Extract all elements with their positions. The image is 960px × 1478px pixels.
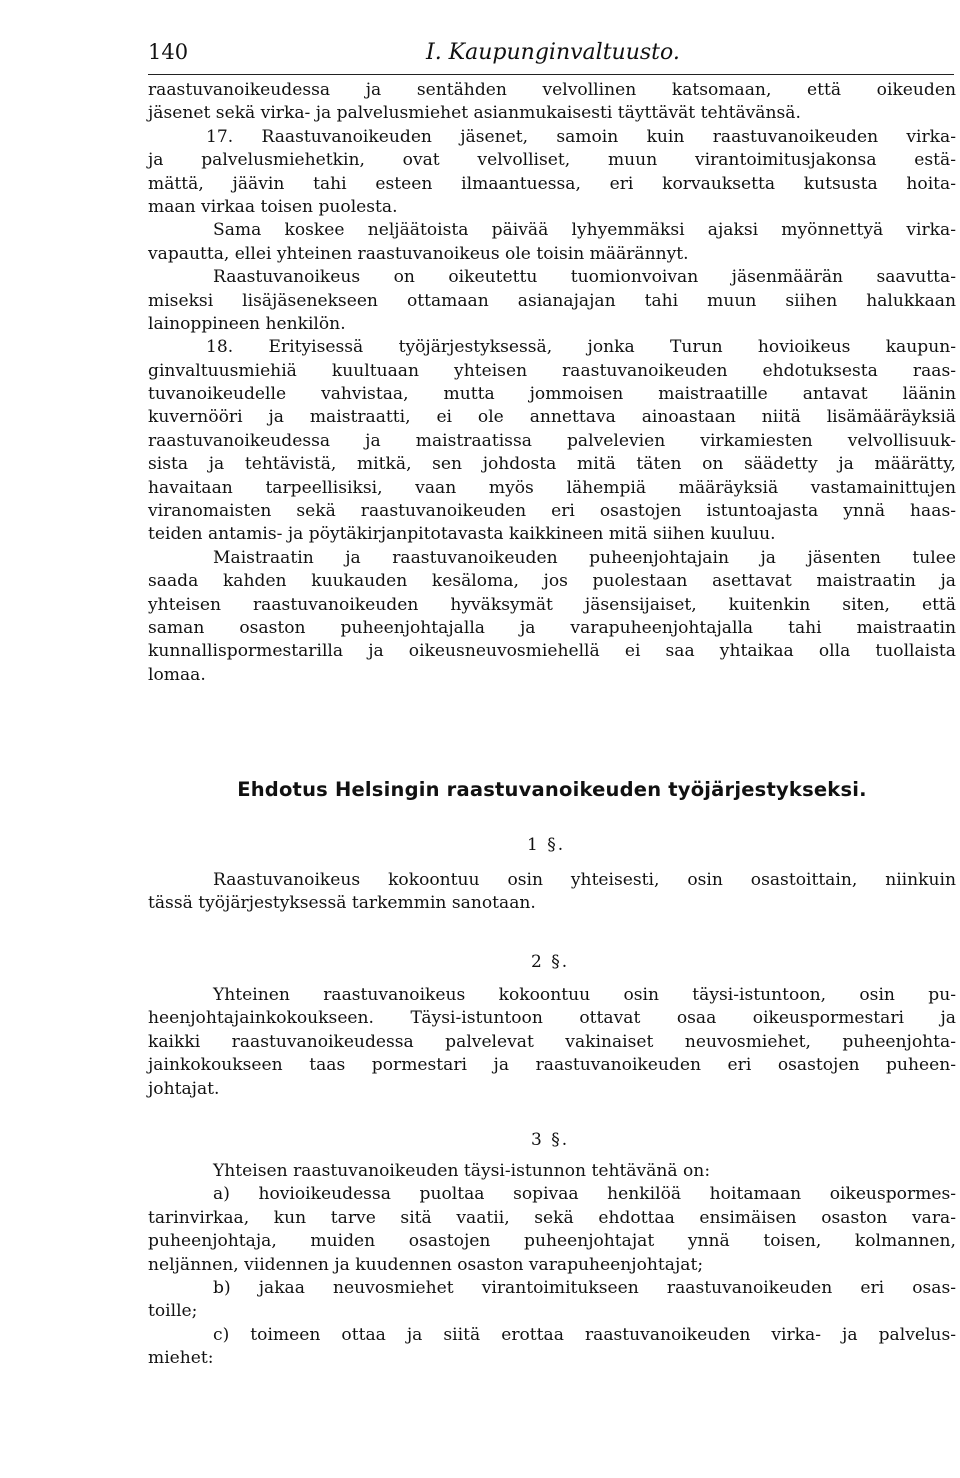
text-line: raastuvanoikeudessa ja sentähden velvollinen katsomaan, että oikeuden: [148, 80, 956, 100]
running-title: I. Kaupunginvaltuusto.: [426, 40, 680, 65]
text-line: puheenjohtaja, muiden osastojen puheenjohtajat ynnä toisen, kolmannen,: [148, 1231, 956, 1252]
text-line: jäsenet sekä virka- ja palvelusmiehet asianmukaisesti täyttävät tehtävänsä.: [148, 103, 801, 124]
text-line: vapautta, ellei yhteinen raastuvanoikeus ole toisin määrännyt.: [148, 243, 689, 264]
text-line: havaitaan tarpeellisiksi, vaan myös lähempiä määräyksiä vastamainittujen: [148, 477, 956, 498]
text-line: viranomaisten sekä raastuvanoikeuden eri osastojen istuntoajasta ynnä haas-: [148, 501, 956, 522]
text-line: tässä työjärjestyksessä tarkemmin sanotaan.: [148, 893, 536, 914]
text-line: saman osaston puheenjohtajalla ja varapuheenjohtajalla tahi maistraatin: [148, 617, 956, 638]
text-line: tuvanoikeudelle vahvistaa, mutta jommoisen maistraatille antavat läänin: [148, 384, 956, 405]
text-line: 18. Erityisessä työjärjestyksessä, jonka Turun hovioikeus kaupun-: [206, 337, 956, 358]
text-line: yhteisen raastuvanoikeuden hyväksymät jäsensijaiset, kuitenkin siten, että: [148, 594, 956, 615]
section-heading: Ehdotus Helsingin raastuvanoikeuden työjärjestykseksi.: [237, 778, 867, 801]
text-line: maan virkaa toisen puolesta.: [148, 196, 398, 217]
text-line: toille;: [148, 1301, 198, 1322]
text-line: Raastuvanoikeus kokoontuu osin yhteisesti, osin osastoittain, niinkuin: [213, 870, 956, 890]
text-line: kuvernööri ja maistraatti, ei ole annettava ainoastaan niitä lisämääräyksiä: [148, 407, 956, 428]
paragraph-mark-1: 1 §.: [527, 835, 566, 855]
text-line: miseksi lisäjäsenekseen ottamaan asianajajan tahi muun siihen halukkaan: [148, 290, 956, 311]
text-line: b) jakaa neuvosmiehet virantoimitukseen raastuvanoikeuden eri osas-: [213, 1277, 956, 1298]
header-rule: [148, 74, 954, 75]
text-line: miehet:: [148, 1348, 214, 1369]
paragraph-mark-3: 3 §.: [531, 1130, 570, 1150]
paragraph-3: [148, 1160, 956, 1371]
text-line: 17. Raastuvanoikeuden jäsenet, samoin kuin raastuvanoikeuden virka-: [206, 126, 956, 147]
running-header: [148, 40, 954, 70]
text-line: johtajat.: [148, 1078, 220, 1099]
text-line: mättä, jäävin tahi esteen ilmaantuessa, eri korvauksetta kutsusta hoita-: [148, 173, 956, 194]
body-text-block: [148, 79, 956, 687]
text-line: Sama koskee neljäätoista päivää lyhyemmäksi ajaksi myönnettyä virka-: [213, 220, 956, 241]
text-line: jainkokoukseen taas pormestari ja raastuvanoikeuden eri osastojen puheen-: [148, 1055, 956, 1076]
paragraph-2: [148, 984, 956, 1101]
text-line: tarinvirkaa, kun tarve sitä vaatii, sekä ehdottaa ensimäisen osaston vara-: [148, 1207, 956, 1228]
paragraph-1: [148, 869, 956, 916]
text-line: Yhteinen raastuvanoikeus kokoontuu osin täysi-istuntoon, osin pu-: [213, 985, 956, 1005]
text-line: Raastuvanoikeus on oikeutettu tuomionvoivan jäsenmäärän saavutta-: [213, 267, 956, 288]
paragraph-mark-2: 2 §.: [531, 952, 570, 972]
text-line: ginvaltuusmiehiä kuultuaan yhteisen raastuvanoikeuden ehdotuksesta raas-: [148, 360, 956, 381]
text-line: kunnallispormestarilla ja oikeusneuvosmiehellä ei saa yhtaikaa olla tuollaista: [148, 641, 956, 662]
text-line: teiden antamis- ja pöytäkirjanpitotavasta kaikkineen mitä siihen kuuluu.: [148, 524, 776, 545]
text-line: neljännen, viidennen ja kuudennen osaston varapuheenjohtajat;: [148, 1254, 704, 1275]
text-line: Maistraatin ja raastuvanoikeuden puheenjohtajain ja jäsenten tulee: [213, 547, 956, 568]
text-line: lomaa.: [148, 664, 206, 685]
text-line: heenjohtajainkokoukseen. Täysi-istuntoon ottavat osaa oikeuspormestari ja: [148, 1008, 956, 1029]
text-line: kaikki raastuvanoikeudessa palvelevat vakinaiset neuvosmiehet, puheenjohta-: [148, 1031, 956, 1052]
text-line: lainoppineen henkilön.: [148, 313, 346, 334]
text-line: raastuvanoikeudessa ja maistraatissa palvelevien virkamiesten velvollisuuk-: [148, 430, 956, 451]
text-line: c) toimeen ottaa ja siitä erottaa raastuvanoikeuden virka- ja palvelus-: [213, 1324, 956, 1345]
page-number: 140: [148, 40, 189, 64]
text-line: saada kahden kuukauden kesäloma, jos puolestaan asettavat maistraatin ja: [148, 571, 956, 592]
text-line: ja palvelusmiehetkin, ovat velvolliset, muun virantoimitusjakonsa estä-: [148, 150, 956, 171]
text-line: a) hovioikeudessa puoltaa sopivaa henkilöä hoitamaan oikeuspormes-: [213, 1184, 956, 1205]
text-line: sista ja tehtävistä, mitkä, sen johdosta mitä täten on säädetty ja määrätty,: [148, 454, 956, 475]
text-line: Yhteisen raastuvanoikeuden täysi-istunnon tehtävänä on:: [213, 1161, 711, 1181]
